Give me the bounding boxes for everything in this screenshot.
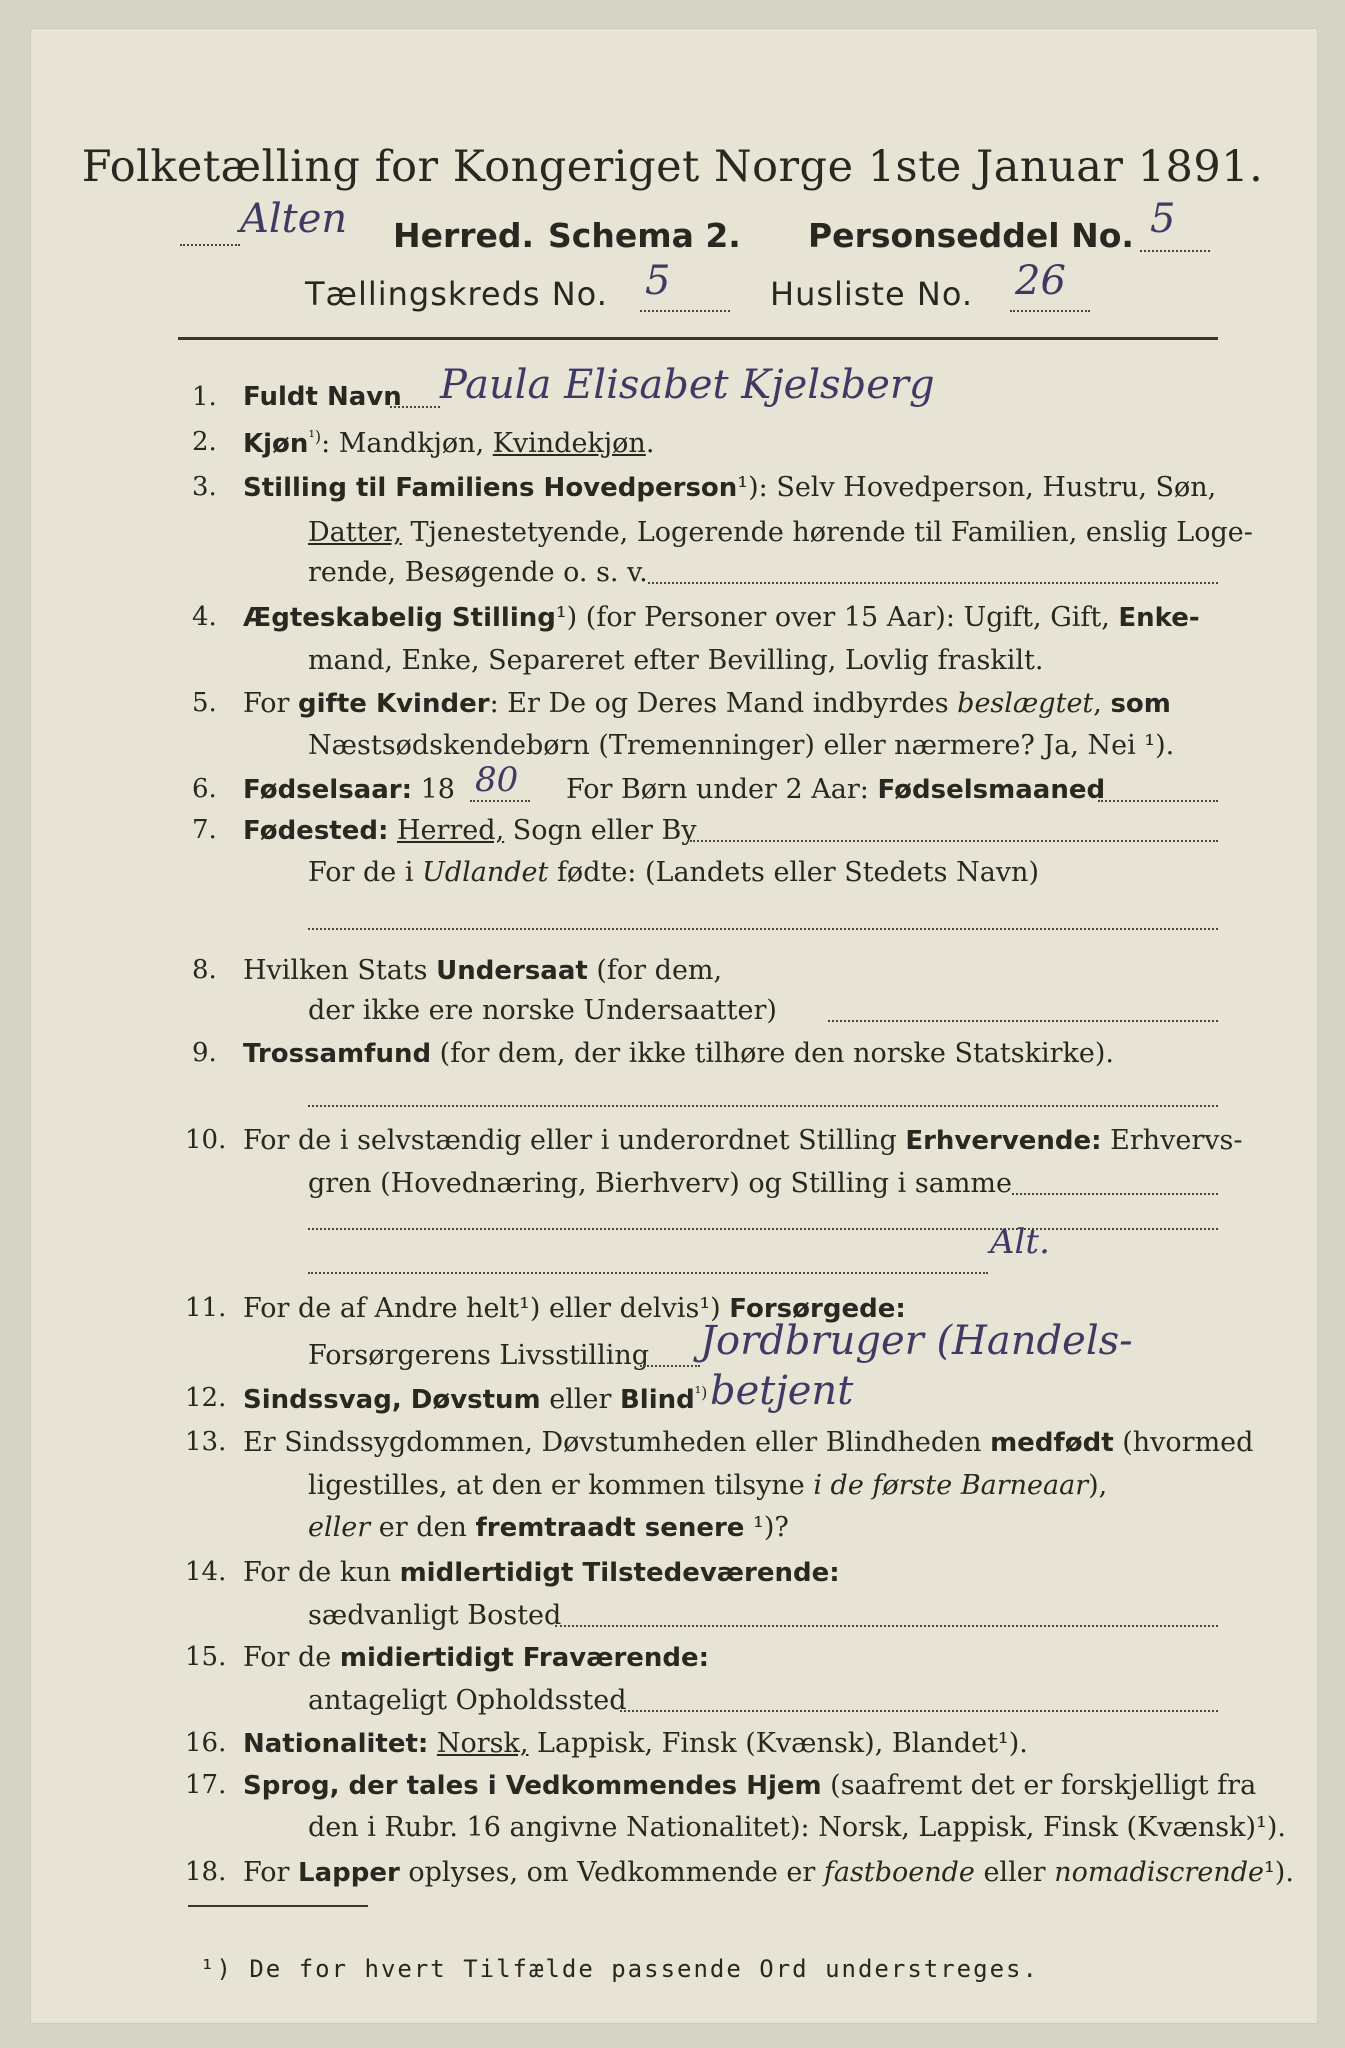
- dotted-line: [1010, 310, 1090, 312]
- item-dependents: For de af Andre helt¹) eller delvis¹) Forsørgede:: [243, 1293, 906, 1324]
- dotted-line: [470, 800, 530, 802]
- item-sami: For Lapper oplyses, om Vedkommende er fastboende eller nomadiscrende¹).: [243, 1857, 1294, 1888]
- schema-label: Schema 2.: [548, 216, 741, 255]
- footnote: ¹) De for hvert Tilfælde passende Ord understreges.: [200, 1955, 1039, 1983]
- item-number: 4.: [192, 602, 217, 632]
- item-temporary-absent: For de midiertidigt Fraværende:: [243, 1642, 710, 1673]
- birth-year-value: 80: [475, 760, 519, 800]
- item-married-women: For gifte Kvinder: Er De og Deres Mand indbyrdes beslægtet, som: [243, 688, 1171, 719]
- dotted-line: [308, 928, 1218, 930]
- item-number: 17.: [185, 1770, 227, 1800]
- item-birth-year: Fødselsaar: 18: [243, 774, 455, 805]
- dotted-line: [648, 582, 1218, 584]
- item-number: 3.: [192, 472, 217, 502]
- item-number: 13.: [185, 1427, 227, 1457]
- item-birthplace: Fødested: Herred, Sogn eller By: [243, 815, 697, 846]
- item-number: 2.: [192, 427, 217, 457]
- item-marital-status-line2: mand, Enke, Separeret efter Bevilling, Lovlig fraskilt.: [308, 645, 1044, 676]
- dotted-line: [180, 244, 240, 246]
- item-number: 6.: [192, 774, 217, 804]
- dotted-line: [1098, 800, 1218, 802]
- item-language: Sprog, der tales i Vedkommendes Hjem (saafremt det er forskjelligt fra: [243, 1770, 1257, 1801]
- item-number: 5.: [192, 688, 217, 718]
- full-name-value: Paula Elisabet Kjelsberg: [440, 362, 935, 408]
- item-number: 16.: [185, 1728, 227, 1758]
- item-congenital-line3: eller er den fremtraadt senere ¹)?: [308, 1512, 789, 1543]
- item-citizenship: Hvilken Stats Undersaat (for dem,: [243, 955, 723, 986]
- item-number: 11.: [185, 1293, 227, 1323]
- husliste-label: Husliste No.: [770, 275, 973, 313]
- item-number: 14.: [185, 1557, 227, 1587]
- item-number: 10.: [185, 1125, 227, 1155]
- dotted-line: [308, 1105, 1218, 1107]
- item-temporary-present: For de kun midlertidigt Tilstedeværende:: [243, 1557, 840, 1588]
- item-number: 1.: [192, 382, 217, 412]
- item-married-women-line2: Næstsødskendebørn (Tremenninger) eller nærmere? Ja, Nei ¹).: [308, 730, 1175, 761]
- item-temporary-absent-line2: antageligt Opholdssted: [308, 1685, 627, 1716]
- item-number: 18.: [185, 1857, 227, 1887]
- item-number: 15.: [185, 1642, 227, 1672]
- husliste-number: 26: [1015, 258, 1066, 304]
- item-dependents-line2: Forsørgerens Livsstilling: [308, 1340, 650, 1371]
- dotted-line: [640, 310, 730, 312]
- dotted-line: [555, 1625, 1218, 1627]
- item-birth-month: For Børn under 2 Aar: Fødselsmaaned: [566, 774, 1106, 805]
- footnote-rule: [188, 1905, 368, 1907]
- item-temporary-present-line2: sædvanligt Bosted: [308, 1600, 562, 1631]
- provider-occupation-value: Jordbruger (Handels-: [700, 1318, 1133, 1364]
- item-number: 9.: [192, 1038, 217, 1068]
- item-occupation: For de i selvstændig eller i underordnet Stilling Erhvervende: Erhvervs-: [243, 1125, 1243, 1156]
- item-label: Fuldt Navn: [243, 382, 402, 412]
- item-language-line2: den i Rubr. 16 angivne Nationalitet): Norsk, Lappisk, Finsk (Kvænsk)¹).: [308, 1812, 1286, 1843]
- kreds-number: 5: [645, 258, 671, 304]
- disabilities-annotation: betjent: [710, 1368, 854, 1414]
- item-number: 7.: [192, 815, 217, 845]
- item-number: 8.: [192, 955, 217, 985]
- header-rule: [178, 337, 1218, 340]
- item-number: 12.: [185, 1383, 227, 1413]
- dotted-line: [390, 406, 440, 408]
- dotted-line: [828, 1020, 1218, 1022]
- form-title: Folketælling for Kongeriget Norge 1ste Januar 1891.: [81, 142, 1264, 192]
- dotted-line: [308, 1228, 1218, 1230]
- herred-name: Alten: [240, 196, 348, 242]
- item-family-position-line2: Datter, Tjenestetyende, Logerende hørende til Familien, enslig Loge-: [308, 517, 1253, 548]
- item-disabilities: Sindssvag, Døvstum eller Blind$^{^1)}$: [243, 1383, 708, 1415]
- personseddel-label: Personseddel No.: [808, 216, 1134, 255]
- item-family-position-line3: rende, Besøgende o. s. v.: [308, 557, 648, 588]
- dotted-line: [640, 1365, 700, 1367]
- item-citizenship-line2: der ikke ere norske Undersaatter): [308, 995, 777, 1026]
- dotted-line: [1012, 1193, 1218, 1195]
- census-form: [30, 28, 1318, 2024]
- item-family-position: Stilling til Familiens Hovedperson¹): Selv Hovedperson, Hustru, Søn,: [243, 472, 1217, 503]
- occupation-annotation: Alt.: [990, 1222, 1050, 1262]
- personseddel-number: 5: [1150, 196, 1176, 242]
- herred-label: Herred.: [393, 216, 535, 255]
- item-religion: Trossamfund (for dem, der ikke tilhøre den norske Statskirke).: [243, 1038, 1114, 1069]
- item-congenital-line2: ligestilles, at den er kommen tilsyne i de første Barneaar),: [308, 1470, 1108, 1501]
- kreds-label: Tællingskreds No.: [305, 275, 608, 313]
- item-nationality: Nationalitet: Norsk, Lappisk, Finsk (Kvænsk), Blandet¹).: [243, 1728, 1028, 1759]
- dotted-line: [620, 1710, 1218, 1712]
- item-congenital: Er Sindssygdommen, Døvstumheden eller Blindheden medfødt (hvormed: [243, 1427, 1254, 1458]
- item-occupation-line2: gren (Hovednæring, Bierhverv) og Stilling i samme: [308, 1168, 1013, 1199]
- item-gender: Kjøn$^{^1)}$: Mandkjøn, Kvindekjøn.: [243, 427, 655, 459]
- dotted-line: [690, 840, 1218, 842]
- dotted-line: [308, 1272, 988, 1274]
- dotted-line: [1140, 250, 1210, 252]
- item-birthplace-line2: For de i Udlandet fødte: (Landets eller Stedets Navn): [308, 857, 1039, 888]
- item-marital-status: Ægteskabelig Stilling¹) (for Personer over 15 Aar): Ugift, Gift, Enke-: [243, 602, 1200, 633]
